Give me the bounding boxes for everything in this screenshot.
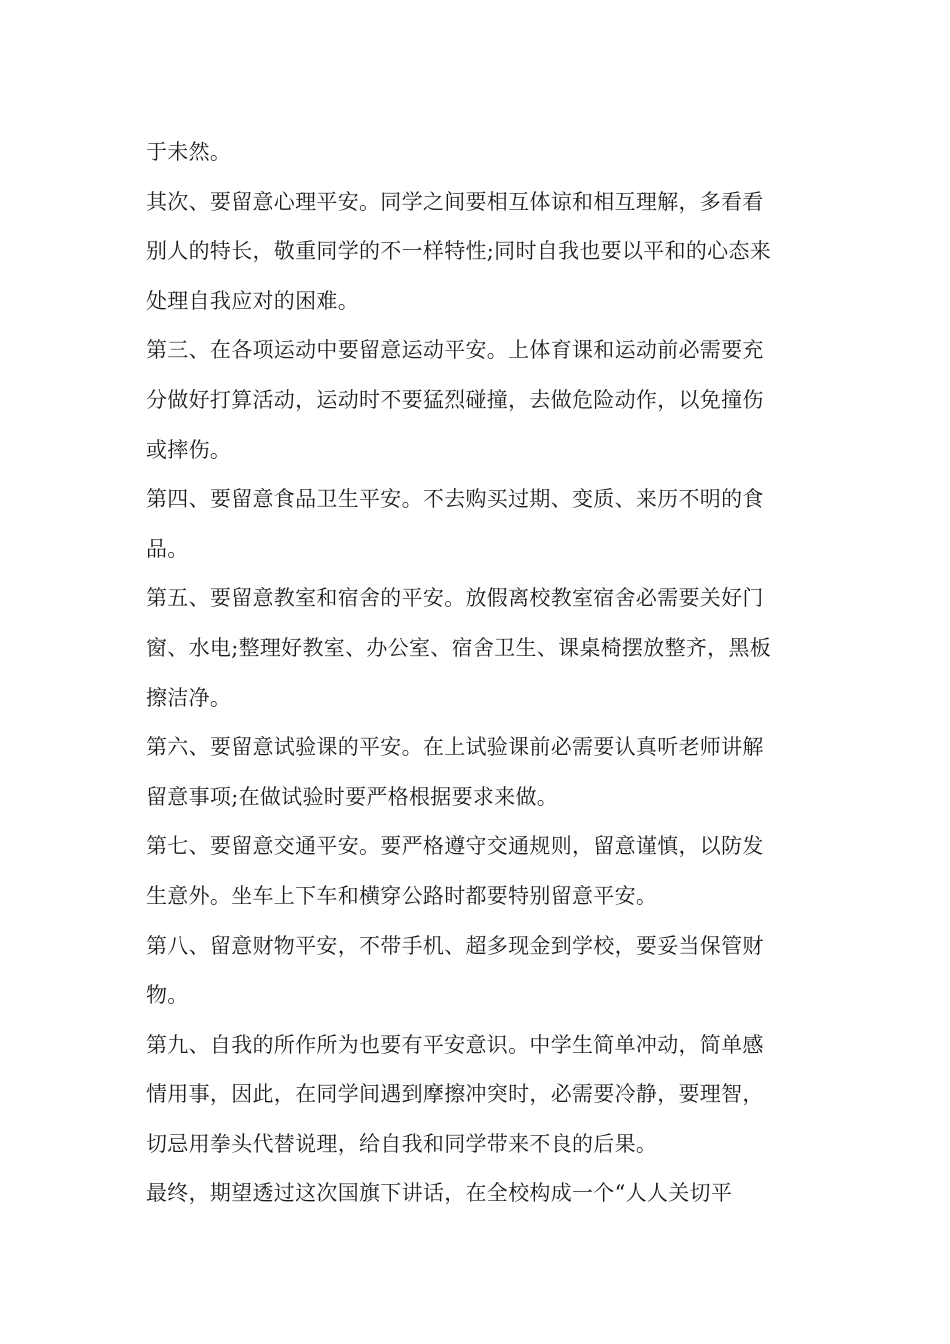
text-line: 留意事项;在做试验时要严格根据要求来做。 [146, 784, 559, 809]
text-line: 最终，期望透过这次国旗下讲话，在全校构成一个“人人关切平 [146, 1181, 733, 1206]
text-line: 或摔伤。 [146, 437, 232, 462]
text-line: 于未然。 [146, 140, 232, 164]
text-line: 第八、留意财物平安，不带手机、超多现金到学校，要妥当保管财 [146, 933, 764, 958]
text-line: 品。 [146, 536, 189, 561]
text-line: 第三、在各项运动中要留意运动平安。上体育课和运动前必需要充 [146, 338, 764, 363]
document-body [146, 128, 812, 1219]
text-line: 其次、要留意心理平安。同学之间要相互体谅和相互理解，多看看 [146, 189, 764, 214]
text-line: 生意外。坐车上下车和横穿公路时都要特别留意平安。 [146, 883, 658, 908]
text-line: 擦洁净。 [146, 685, 232, 710]
text-line: 第九、自我的所作所为也要有平安意识。中学生简单冲动，简单感 [146, 1032, 764, 1057]
text-line: 切忌用拳头代替说理，给自我和同学带来不良的后果。 [146, 1131, 658, 1156]
text-line: 别人的特长，敬重同学的不一样特性;同时自我也要以平和的心态来 [146, 239, 772, 264]
text-line: 分做好打算活动，运动时不要猛烈碰撞，去做危险动作，以免撞伤 [146, 387, 764, 412]
text-line: 第七、要留意交通平安。要严格遵守交通规则，留意谨慎，以防发 [146, 834, 764, 859]
text-line: 情用事，因此，在同学间遇到摩擦冲突时，必需要冷静，要理智， [146, 1082, 764, 1107]
text-line: 第六、要留意试验课的平安。在上试验课前必需要认真听老师讲解 [146, 735, 764, 760]
text-line: 物。 [146, 983, 189, 1008]
text-line: 第五、要留意教室和宿舍的平安。放假离校教室宿舍必需要关好门 [146, 586, 764, 611]
text-line: 第四、要留意食品卫生平安。不去购买过期、变质、来历不明的食 [146, 487, 764, 512]
text-line: 处理自我应对的困难。 [146, 288, 359, 313]
text-line: 窗、水电;整理好教室、办公室、宿舍卫生、课桌椅摆放整齐，黑板 [146, 635, 772, 660]
